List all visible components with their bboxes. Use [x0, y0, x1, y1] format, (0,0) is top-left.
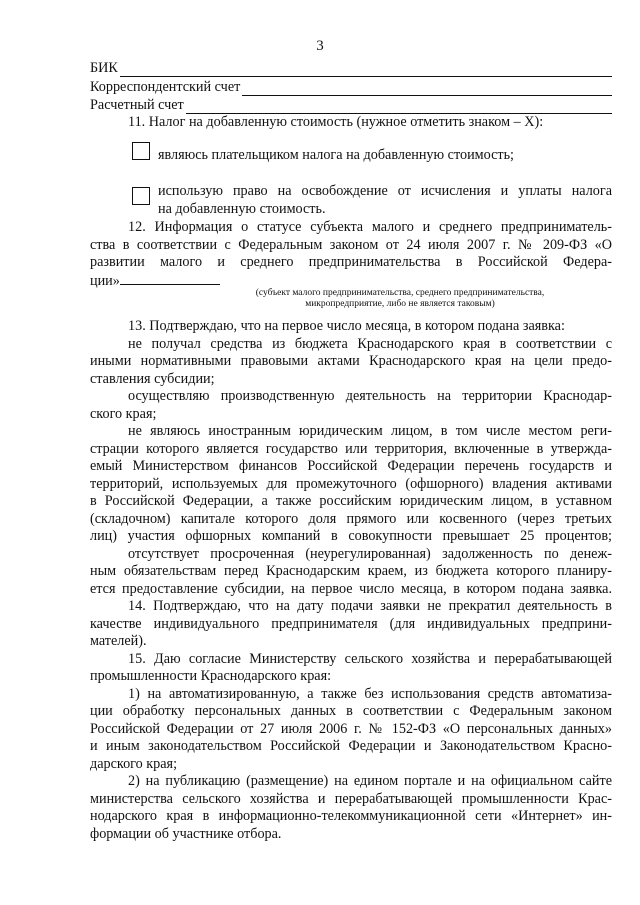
- s13-line-6: ского края;: [90, 406, 157, 422]
- s15-line-7: дарского края;: [90, 756, 178, 772]
- s13-line-3: иными нормативными правовыми актами Краснодарского края на цели предо-: [90, 353, 612, 369]
- s15-line-4: ции обработку персональных данных в соответствии с Федеральным законом: [90, 703, 612, 719]
- s13-line-13: лиц) участия офшорных компаний в совокупности превышает 25 процентов;: [90, 528, 612, 544]
- s12-line-1: 12. Информация о статусе субъекта малого и среднего предприниматель-: [128, 219, 612, 235]
- vat-payer-checkbox[interactable]: [132, 142, 150, 160]
- s15-line-6: и иным законодательством Российской Федерации и Законодательством Красно-: [90, 738, 612, 754]
- s13-line-14: отсутствует просроченная (неурегулированная) задолженность по денеж-: [128, 546, 612, 562]
- s13-line-5: осуществляю производственную деятельность на территории Краснодар-: [128, 388, 612, 404]
- s13-line-4: ставления субсидии;: [90, 371, 215, 387]
- s12-blank: [120, 272, 220, 285]
- s12-note-1: (субъект малого предпринимательства, среднего предпринимательства,: [255, 288, 545, 298]
- vat-exempt-line-1: использую право на освобождение от исчисления и уплаты налога: [158, 183, 612, 199]
- s14-line-2: качестве индивидуального предпринимателя (для индивидуальных предприни-: [90, 616, 612, 632]
- settlement-account-blank: [186, 101, 612, 114]
- s15-line-2: промышленности Краснодарского края:: [90, 668, 332, 684]
- corr-account-label: Корреспондентский счет: [90, 79, 241, 95]
- s15-line-8: 2) на публикацию (размещение) на едином портале и на официальном сайте: [128, 773, 612, 789]
- page-number: 3: [316, 38, 324, 54]
- s15-line-11: формации об участнике отбора.: [90, 826, 282, 842]
- s14-line-3: мателей).: [90, 633, 147, 649]
- s13-line-2: не получал средства из бюджета Краснодарского края в соответствии с: [128, 336, 612, 352]
- s13-line-12: (складочном) капитале которого доля прямого или косвенного (через третьих: [90, 511, 612, 527]
- vat-exempt-checkbox[interactable]: [132, 187, 150, 205]
- section-11-heading: 11. Налог на добавленную стоимость (нужное отметить знаком – Х):: [128, 114, 544, 130]
- s12-line-2: ства в соответствии с Федеральным законом от 24 июля 2007 г. № 209-ФЗ «О: [90, 237, 612, 253]
- s13-line-11: в Российской Федерации, а также российским юридическим лицом, в уставном: [90, 493, 612, 509]
- s13-line-10: территорий, используемых для промежуточного (офшорного) владения активами: [90, 476, 612, 492]
- s14-line-1: 14. Подтверждаю, что на дату подачи заявки не прекратил деятельность в: [128, 598, 612, 614]
- corr-account-field: [90, 79, 612, 96]
- bik-label: БИК: [90, 60, 118, 76]
- s13-line-8: страции которого является государство или территория, включенные в утвержда-: [90, 441, 612, 457]
- vat-payer-label: являюсь плательщиком налога на добавленную стоимость;: [158, 147, 515, 163]
- s15-line-10: нодарского края в информационно-телекоммуникационной сети «Интернет» ин-: [90, 808, 612, 824]
- s13-line-16: ется предоставление субсидии, на первое число месяца, в котором подана заявка.: [90, 581, 612, 597]
- s15-line-3: 1) на автоматизированную, а также без использования средств автоматиза-: [128, 686, 612, 702]
- s13-line-9: емый Министерством финансов Российской Федерации перечень государств и: [90, 458, 612, 474]
- s13-line-15: ным обязательствам перед Краснодарским краем, из бюджета которого планиру-: [90, 563, 612, 579]
- s15-line-5: Российской Федерации от 27 июля 2006 г. № 152-ФЗ «О персональных данных»: [90, 721, 612, 737]
- s12-line-3: развитии малого и среднего предпринимательства в Российской Федера-: [90, 254, 612, 270]
- s13-line-1: 13. Подтверждаю, что на первое число месяца, в котором подана заявка:: [128, 318, 565, 334]
- bik-blank: [120, 64, 612, 77]
- bik-field: [90, 60, 612, 77]
- s15-line-9: министерства сельского хозяйства и перерабатывающей промышленности Крас-: [90, 791, 612, 807]
- settlement-account-field: [90, 97, 612, 114]
- settlement-account-label: Расчетный счет: [90, 97, 184, 113]
- s12-line-4-text: ции»: [90, 273, 120, 289]
- corr-account-blank: [242, 83, 612, 96]
- vat-exempt-line-2: на добавленную стоимость.: [158, 201, 326, 217]
- s15-line-1: 15. Даю согласие Министерству сельского хозяйства и перерабатывающей: [128, 651, 612, 667]
- s13-line-7: не являюсь иностранным юридическим лицом, в том числе местом реги-: [128, 423, 612, 439]
- s12-note-2: микропредприятие, либо не является таковым): [305, 299, 495, 309]
